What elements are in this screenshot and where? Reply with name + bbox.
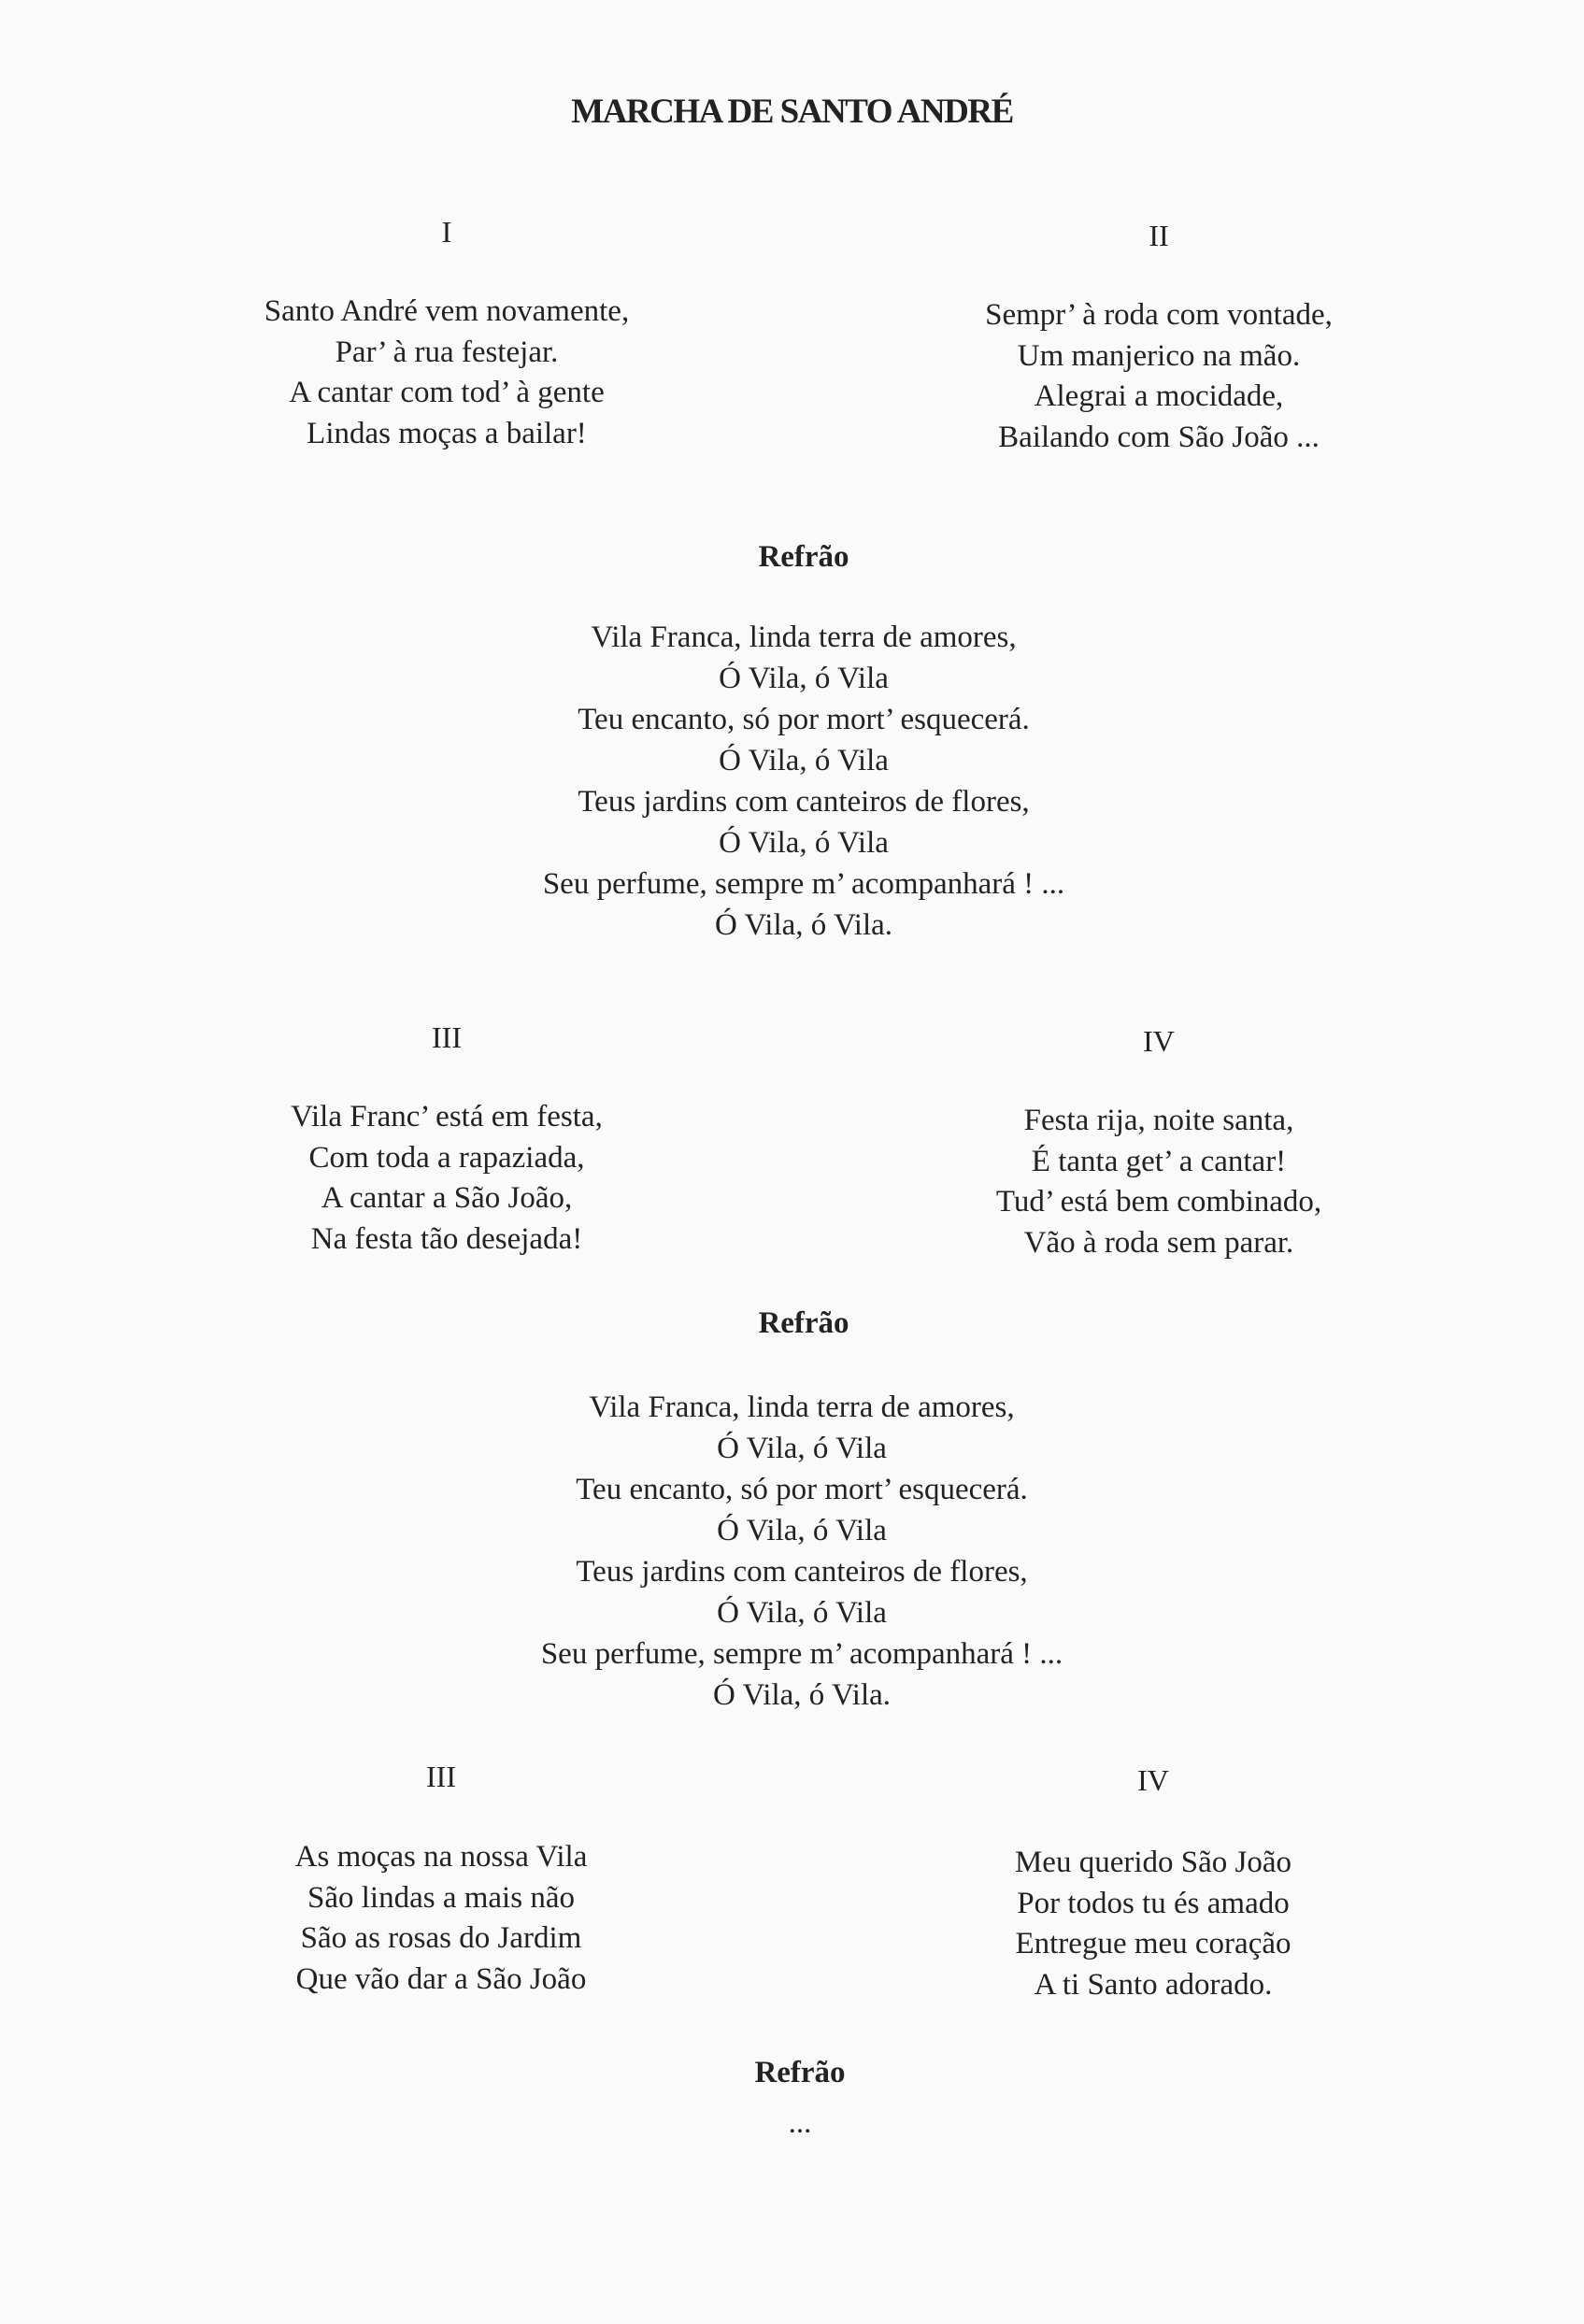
refrain-line: Ó Vila, ó Vila bbox=[717, 1432, 887, 1465]
verse-line: Tud’ está bem combinado, bbox=[995, 1185, 1322, 1219]
page-title: MARCHA DE SANTO ANDRÉ bbox=[571, 93, 1013, 131]
verse-line: Vão à roda sem parar. bbox=[1023, 1225, 1294, 1260]
stanza-ii bbox=[925, 295, 1392, 458]
verse-line: A cantar com tod’ à gente bbox=[289, 376, 605, 409]
refrain-line: Vila Franca, linda terra de amores, bbox=[591, 620, 1017, 654]
refrain-line: Ó Vila, ó Vila bbox=[719, 826, 889, 860]
verse-line: Santo André vem novamente, bbox=[264, 294, 630, 328]
stanza-numeral: IV bbox=[1137, 1763, 1169, 1797]
refrain-line: Ó Vila, ó Vila bbox=[719, 662, 889, 695]
refrain-line: Teus jardins com canteiros de flores, bbox=[576, 1555, 1028, 1589]
stanza-iv-b bbox=[920, 1843, 1387, 2005]
stanza-numeral: I bbox=[441, 215, 452, 249]
refrain-line: Teu encanto, só por mort’ esquecerá. bbox=[578, 703, 1030, 736]
verse-line: Na festa tão desejada! bbox=[310, 1221, 583, 1256]
verse-line: Um manjerico na mão. bbox=[1017, 338, 1301, 373]
verse-line: Alegrai a mocidade, bbox=[1034, 379, 1284, 413]
verse-line: Que vão dar a São João bbox=[295, 1961, 587, 1996]
refrain bbox=[0, 617, 1584, 946]
verse-line: Meu querido São João bbox=[1014, 1846, 1292, 1879]
verse-line: As moças na nossa Vila bbox=[294, 1840, 588, 1874]
refrain-line: Seu perfume, sempre m’ acompanhará ! ... bbox=[542, 867, 1065, 901]
stanza-iv bbox=[925, 1101, 1392, 1263]
stanza-numeral: III bbox=[426, 1760, 456, 1793]
verse-line: Lindas moças a bailar! bbox=[307, 416, 587, 450]
verse-line: Bailando com São João ... bbox=[998, 420, 1320, 454]
verse-line: Festa rija, noite santa, bbox=[1023, 1104, 1294, 1137]
verse-line: São lindas a mais não bbox=[307, 1880, 575, 1915]
refrain-line: Teu encanto, só por mort’ esquecerá. bbox=[576, 1473, 1028, 1506]
stanza-numeral: III bbox=[432, 1020, 462, 1054]
refrain-heading: Refrão bbox=[758, 540, 849, 574]
refrain-line: Teus jardins com canteiros de flores, bbox=[578, 785, 1030, 819]
refrain-line: Ó Vila, ó Vila bbox=[717, 1514, 887, 1547]
stanza-iii-b bbox=[207, 1837, 675, 2000]
stanza-numeral: II bbox=[1149, 219, 1169, 252]
refrain-line: Ó Vila, ó Vila bbox=[717, 1596, 887, 1630]
verse-line: Com toda a rapaziada, bbox=[308, 1140, 585, 1175]
verse-line: São as rosas do Jardim bbox=[300, 1921, 582, 1955]
refrain-line: Ó Vila, ó Vila bbox=[719, 744, 889, 777]
verse-line: A cantar a São João, bbox=[321, 1181, 573, 1215]
verse-line: É tanta get’ a cantar! bbox=[1031, 1144, 1287, 1178]
refrain bbox=[0, 1387, 1584, 1716]
stanza-iii bbox=[213, 1097, 680, 1260]
refrain-line: Seu perfume, sempre m’ acompanhará ! ... bbox=[540, 1637, 1063, 1671]
refrain-heading: Refrão bbox=[754, 2056, 846, 2089]
verse-line: Por todos tu és amado bbox=[1017, 1886, 1290, 1920]
refrain-heading: Refrão bbox=[758, 1306, 849, 1340]
stanza-numeral: IV bbox=[1143, 1024, 1175, 1058]
verse-line: Entregue meu coração bbox=[1015, 1927, 1291, 1960]
refrain-line: Vila Franca, linda terra de amores, bbox=[589, 1390, 1015, 1424]
verse-line: A ti Santo adorado. bbox=[1034, 1967, 1273, 2002]
verse-line: Vila Franc’ está em festa, bbox=[291, 1100, 603, 1133]
verse-line: Par’ à rua festejar. bbox=[335, 335, 559, 369]
refrain-line: Ó Vila, ó Vila. bbox=[714, 908, 893, 942]
verse-line: Sempr’ à roda com vontade, bbox=[985, 298, 1333, 332]
stanza-i bbox=[213, 292, 680, 454]
refrain bbox=[0, 2103, 1584, 2144]
refrain-line: Ó Vila, ó Vila. bbox=[712, 1678, 892, 1712]
refrain-ellipsis: ... bbox=[788, 2106, 812, 2140]
